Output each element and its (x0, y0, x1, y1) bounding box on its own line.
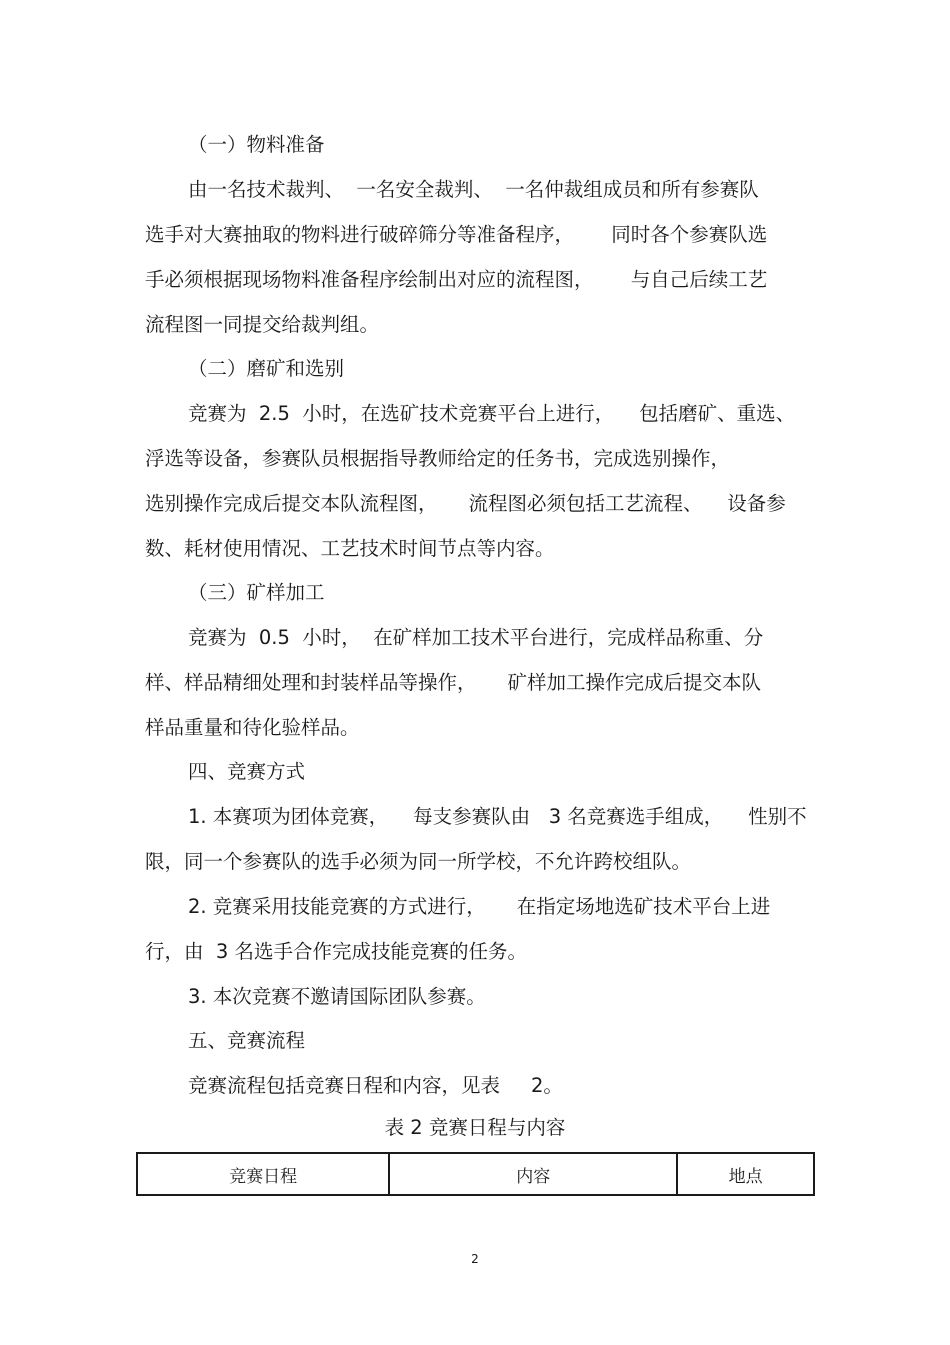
paragraph-line: 样品重量和待化验样品。 (145, 716, 360, 739)
paragraph-line: 样、样品精细处理和封装样品等操作， 矿样加工操作完成后提交本队 (145, 671, 761, 694)
table-header-cell: 地点 (677, 1153, 814, 1195)
heading-grinding: （二）磨矿和选别 (188, 357, 345, 380)
paragraph-line: 行，由 3 名选手合作完成技能竞赛的任务。 (145, 940, 528, 963)
heading-competition-process: 五、竞赛流程 (188, 1029, 306, 1052)
paragraph-line: 1. 本赛项为团体竞赛， 每支参赛队由 3 名竞赛选手组成， 性别不 (188, 805, 807, 828)
paragraph-line: 竞赛流程包括竞赛日程和内容，见表 2。 (188, 1074, 563, 1097)
heading-competition-mode: 四、竞赛方式 (188, 760, 306, 783)
paragraph-line: 流程图一同提交给裁判组。 (145, 313, 380, 336)
paragraph-line: 手必须根据现场物料准备程序绘制出对应的流程图， 与自己后续工艺 (145, 268, 768, 291)
paragraph-line: 选手对大赛抽取的物料进行破碎筛分等准备程序， 同时各个参赛队选 (145, 223, 768, 246)
table-caption: 表 2 竞赛日程与内容 (384, 1116, 566, 1139)
paragraph-line: 竞赛为 0.5 小时， 在矿样加工技术平台进行，完成样品称重、分 (188, 626, 764, 649)
paragraph-line: 限，同一个参赛队的选手必须为同一所学校，不允许跨校组队。 (145, 850, 692, 873)
heading-sample-processing: （三）矿样加工 (188, 581, 325, 604)
paragraph-line: 竞赛为 2.5 小时，在选矿技术竞赛平台上进行， 包括磨矿、重选、 (188, 402, 796, 425)
paragraph-line: 3. 本次竞赛不邀请国际团队参赛。 (188, 985, 486, 1008)
paragraph-line: 2. 竞赛采用技能竞赛的方式进行， 在指定场地选矿技术平台上进 (188, 895, 771, 918)
paragraph-line: 选别操作完成后提交本队流程图， 流程图必须包括工艺流程、 设备参 (145, 492, 786, 515)
page-number: 2 (471, 1252, 479, 1266)
schedule-table (136, 1152, 815, 1196)
table-header-cell: 内容 (389, 1153, 677, 1195)
table-header-row (137, 1153, 814, 1195)
heading-material-prep: （一）物料准备 (188, 133, 325, 156)
paragraph-line: 数、耗材使用情况、工艺技术时间节点等内容。 (145, 537, 555, 560)
paragraph-line: 由一名技术裁判、 一名安全裁判、 一名仲裁组成员和所有参赛队 (188, 178, 759, 201)
table-header-cell: 竞赛日程 (137, 1153, 389, 1195)
paragraph-line: 浮选等设备，参赛队员根据指导教师给定的任务书，完成选别操作， (145, 447, 731, 470)
